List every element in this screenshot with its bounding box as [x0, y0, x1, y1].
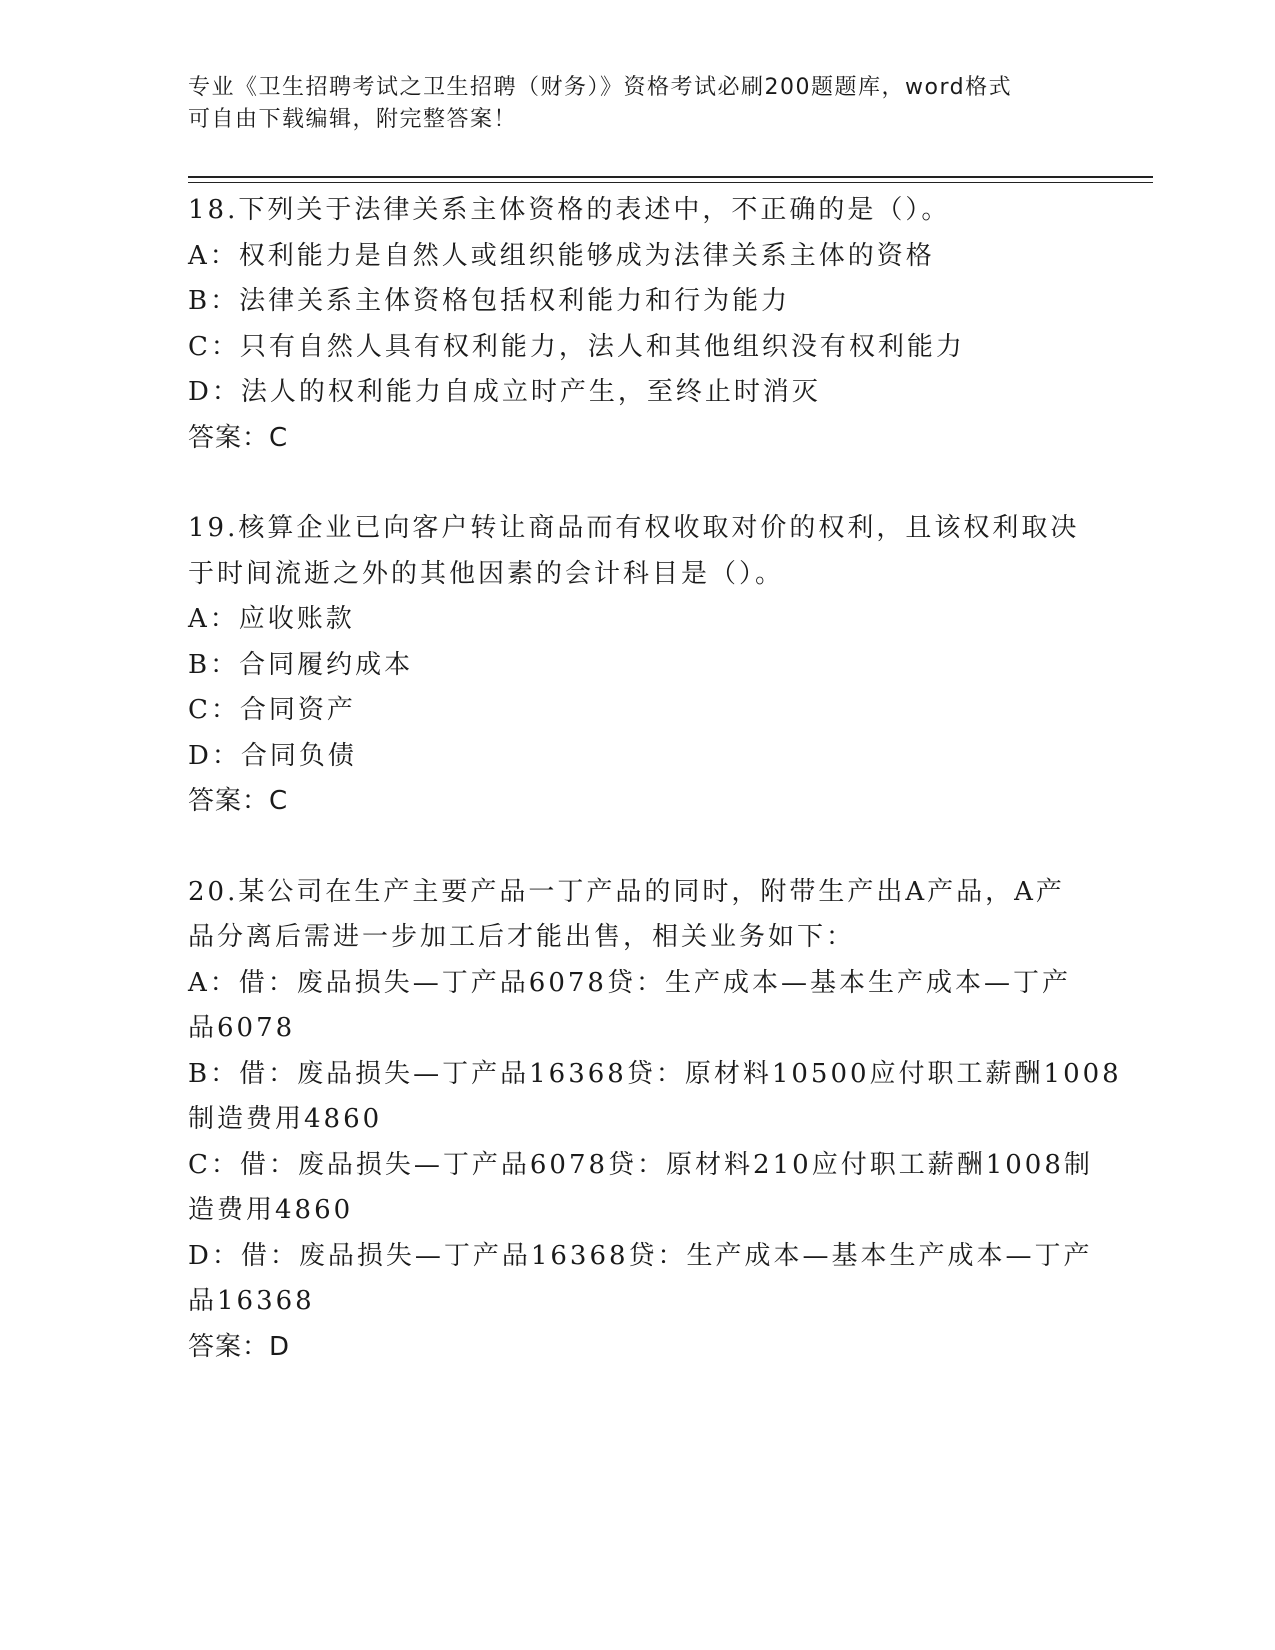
question-stem: 品分离后需进一步加工后才能出售，相关业务如下：	[188, 922, 856, 952]
header-line-2: 可自由下载编辑，附完整答案！	[188, 107, 518, 132]
option-a-continued: 品6078	[188, 1013, 296, 1043]
question-stem: 19.核算企业已向客户转让商品而有权收取对价的权利，且该权利取决	[188, 513, 1080, 543]
page-header	[188, 72, 1068, 136]
question-20	[188, 870, 1122, 1371]
answer: 答案：D	[188, 1331, 291, 1362]
option-d-continued: 品16368	[188, 1286, 315, 1316]
option-d: D：合同负债	[188, 740, 357, 771]
option-d: D：借：废品损失—丁产品16368贷：生产成本—基本生产成本—丁产	[188, 1240, 1093, 1271]
question-stem: 18.下列关于法律关系主体资格的表述中，不正确的是（）。	[188, 195, 951, 225]
question-stem: 20.某公司在生产主要产品一丁产品的同时，附带生产出A产品，A产	[188, 876, 1065, 907]
option-c-continued: 造费用4860	[188, 1195, 354, 1225]
option-c: C：借：废品损失—丁产品6078贷：原材料210应付职工薪酬1008制	[188, 1149, 1093, 1180]
answer: 答案：C	[188, 786, 289, 816]
header-divider-thick	[188, 176, 1153, 178]
question-19	[188, 506, 1108, 825]
option-b: B：法律关系主体资格包括权利能力和行为能力	[188, 286, 791, 316]
option-c: C：只有自然人具有权利能力，法人和其他组织没有权利能力	[188, 331, 965, 362]
header-line-1: 专业《卫生招聘考试之卫生招聘（财务）》资格考试必刷200题题库，word格式	[188, 75, 1013, 100]
option-b: B：合同履约成本	[188, 649, 414, 680]
option-a: A：权利能力是自然人或组织能够成为法律关系主体的资格	[188, 240, 935, 271]
question-18	[188, 188, 1108, 461]
question-stem: 于时间流逝之外的其他因素的会计科目是（）。	[188, 558, 785, 589]
question-list	[188, 188, 1122, 1370]
option-a: A：借：废品损失—丁产品6078贷：生产成本—基本生产成本—丁产	[188, 967, 1071, 998]
header-divider-thin	[188, 182, 1153, 183]
answer: 答案：C	[188, 422, 289, 453]
option-d: D：法人的权利能力自成立时产生，至终止时消灭	[188, 377, 821, 407]
option-c: C：合同资产	[188, 695, 356, 725]
option-b: B：借：废品损失—丁产品16368贷：原材料10500应付职工薪酬1008	[188, 1058, 1122, 1089]
option-b-continued: 制造费用4860	[188, 1104, 383, 1134]
option-a: A：应收账款	[188, 604, 355, 634]
